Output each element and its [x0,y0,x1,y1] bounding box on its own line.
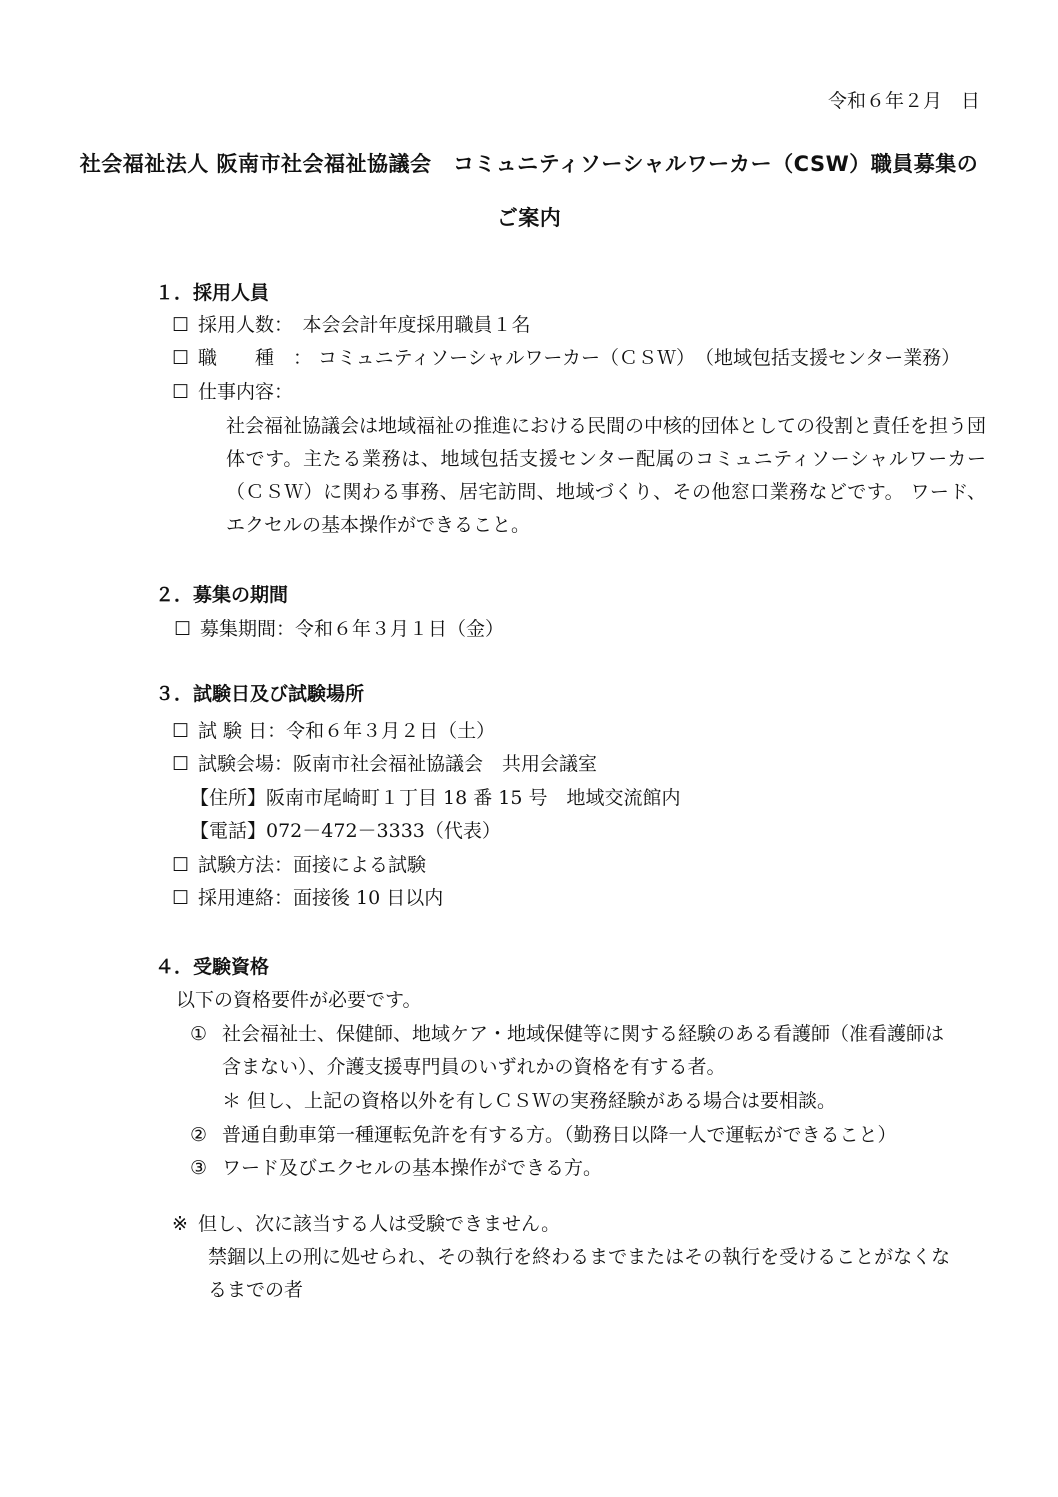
s1-item-headcount-text: 採用人数： 本会会計年度採用職員１名 [198,314,531,336]
s3-item-exam-date [172,720,495,743]
requirement-1-line1: 社会福祉士、保健師、地域ケア・地域保健等に関する経験のある看護師（准看護師は [222,1023,945,1045]
s1-item-job-type-text: 職 種 ： コミュニティソーシャルワーカー（ＣＳＷ） （地域包括支援センター業務） [198,347,961,369]
s2-item-period [174,618,504,641]
s1-job-description: 社会福祉協議会は地域福祉の推進における民間の中核的団体としての役割と責任を担う団体です。主たる業務は、地域包括支援センター配属のコミュニティソーシャルワーカー（ＣＳＷ）に関わる事務、居宅訪問、地域づくり、その他窓口業務などです。 ワード、エクセルの基本操作ができること。 [226,415,987,536]
section-1-heading: １．採用人員 [155,282,270,304]
section-4-heading: ４．受験資格 [155,956,270,978]
s3-item-exam-method-text: 試験方法：面接による試験 [198,854,427,876]
requirement-1-note: ＊ 但し、上記の資格以外を有しＣＳＷの実務経験がある場合は要相談。 [222,1090,837,1112]
checkbox-icon: ☐ [172,753,190,775]
checkbox-icon: ☐ [172,314,190,336]
checkbox-icon: ☐ [172,854,190,876]
document-title-line2: ご案内 [496,206,562,230]
s2-item-period-text: 募集期間：令和６年３月１日（金） [200,618,505,640]
requirement-number: ① [190,1023,208,1045]
s3-address: 【住所】阪南市尾崎町１丁目 18 番 15 号 地域交流館内 [190,787,681,809]
s3-item-exam-method [172,854,426,877]
disqualification-detail-line2: るまでの者 [208,1279,304,1301]
s1-item-job-content [172,381,293,404]
s3-item-exam-venue [172,753,597,776]
disqualification-detail-line1: 禁錮以上の刑に処せられ、その執行を終わるまでまたはその執行を受けることがなくな [208,1246,951,1268]
s3-item-notification [172,887,443,910]
checkbox-icon: ☐ [172,381,190,403]
requirement-number: ② [190,1124,208,1146]
section-2-heading: ２．募集の期間 [155,584,289,606]
checkbox-icon: ☐ [172,887,190,909]
s1-item-job-content-text: 仕事内容： [198,381,294,403]
document-title-line1: 社会福祉法人 阪南市社会福祉協議会 コミュニティソーシャルワーカー（CSW）職員募集の [79,152,979,176]
checkbox-icon: ☐ [174,618,192,640]
disqualification-notice-text: 但し、次に該当する人は受験できません。 [198,1213,561,1235]
s4-requirement-3 [190,1157,602,1180]
s3-phone: 【電話】072－472－3333（代表） [190,820,501,842]
checkbox-icon: ☐ [172,720,190,742]
requirement-number: ③ [190,1157,208,1179]
s3-item-notification-text: 採用連絡：面接後 10 日以内 [198,887,444,909]
section-3-heading: ３．試験日及び試験場所 [155,683,365,705]
requirement-2-text: 普通自動車第一種運転免許を有する方。（勤務日以降一人で運転ができること） [222,1124,897,1146]
requirement-1-line2: 含まない）、介護支援専門員のいずれかの資格を有する者。 [222,1056,726,1078]
s1-item-job-type [172,347,960,370]
document-date: 令和６年２月 日 [827,90,980,112]
s4-intro: 以下の資格要件が必要です。 [176,989,422,1011]
s4-requirement-1 [190,1023,944,1046]
requirement-3-text: ワード及びエクセルの基本操作ができる方。 [222,1157,603,1179]
note-mark: ※ [172,1213,188,1235]
s1-item-headcount [172,314,531,337]
s3-item-exam-date-text: 試 験 日：令和６年３月２日（土） [198,720,496,742]
s3-item-exam-venue-text: 試験会場：阪南市社会福祉協議会 共用会議室 [198,753,598,775]
s4-requirement-2 [190,1124,897,1147]
disqualification-notice [172,1213,560,1236]
checkbox-icon: ☐ [172,347,190,369]
